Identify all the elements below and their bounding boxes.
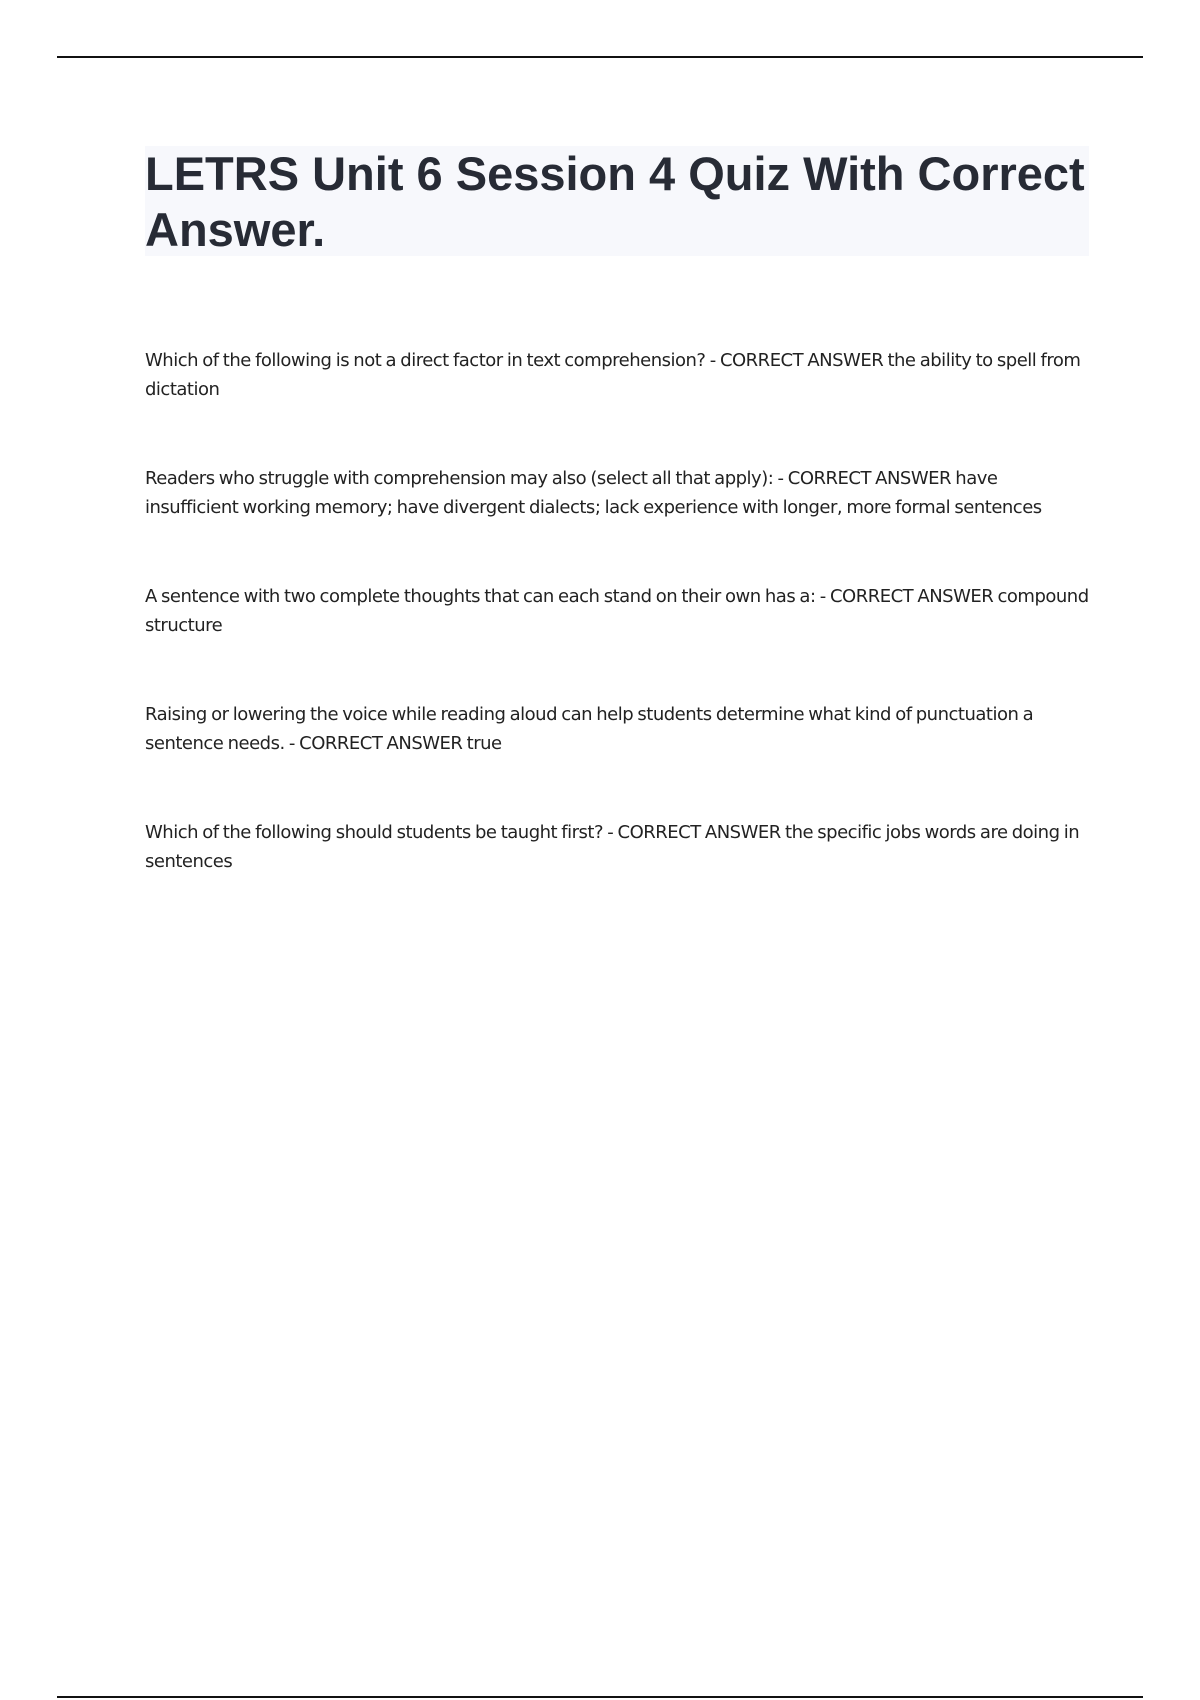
bottom-rule (57, 1696, 1143, 1698)
separator: - (705, 350, 720, 371)
qa-item (145, 464, 1090, 522)
answer-text: the specific jobs words are doing in sentences (145, 822, 1080, 872)
separator: - (773, 468, 788, 489)
answer-label: CORRECT ANSWER (787, 468, 952, 489)
separator: - (284, 733, 300, 754)
answer-label: CORRECT ANSWER (829, 586, 994, 607)
question-text: Readers who struggle with comprehension may also (select all that apply): (145, 468, 774, 489)
answer-text: true (466, 733, 502, 754)
question-text: Which of the following is not a direct factor in text comprehension? (145, 350, 706, 371)
separator: - (815, 586, 830, 607)
answer-label: CORRECT ANSWER (719, 350, 884, 371)
qa-item (145, 700, 1090, 758)
qa-item (145, 582, 1090, 640)
page-title: LETRS Unit 6 Session 4 Quiz With Correct Answer. (145, 147, 1085, 256)
title-banner (145, 146, 1089, 256)
question-text: A sentence with two complete thoughts that can each stand on their own has a: (145, 586, 816, 607)
answer-label: CORRECT ANSWER (299, 733, 463, 754)
separator: - (603, 822, 618, 843)
top-rule (57, 56, 1143, 58)
answer-text: have insufficient working memory; have divergent dialects; lack experience with longer, more formal sentences (145, 468, 1042, 518)
question-text: Raising or lowering the voice while reading aloud can help students determine what kind of punctuation a sentence needs. (145, 704, 1034, 754)
answer-text: the ability to spell from dictation (145, 350, 1081, 400)
answer-label: CORRECT ANSWER (617, 822, 781, 843)
qa-item (145, 818, 1090, 876)
question-text: Which of the following should students be taught first? (145, 822, 604, 843)
qa-list (145, 346, 1090, 936)
answer-text: compound structure (145, 586, 1089, 636)
qa-item (145, 346, 1090, 404)
